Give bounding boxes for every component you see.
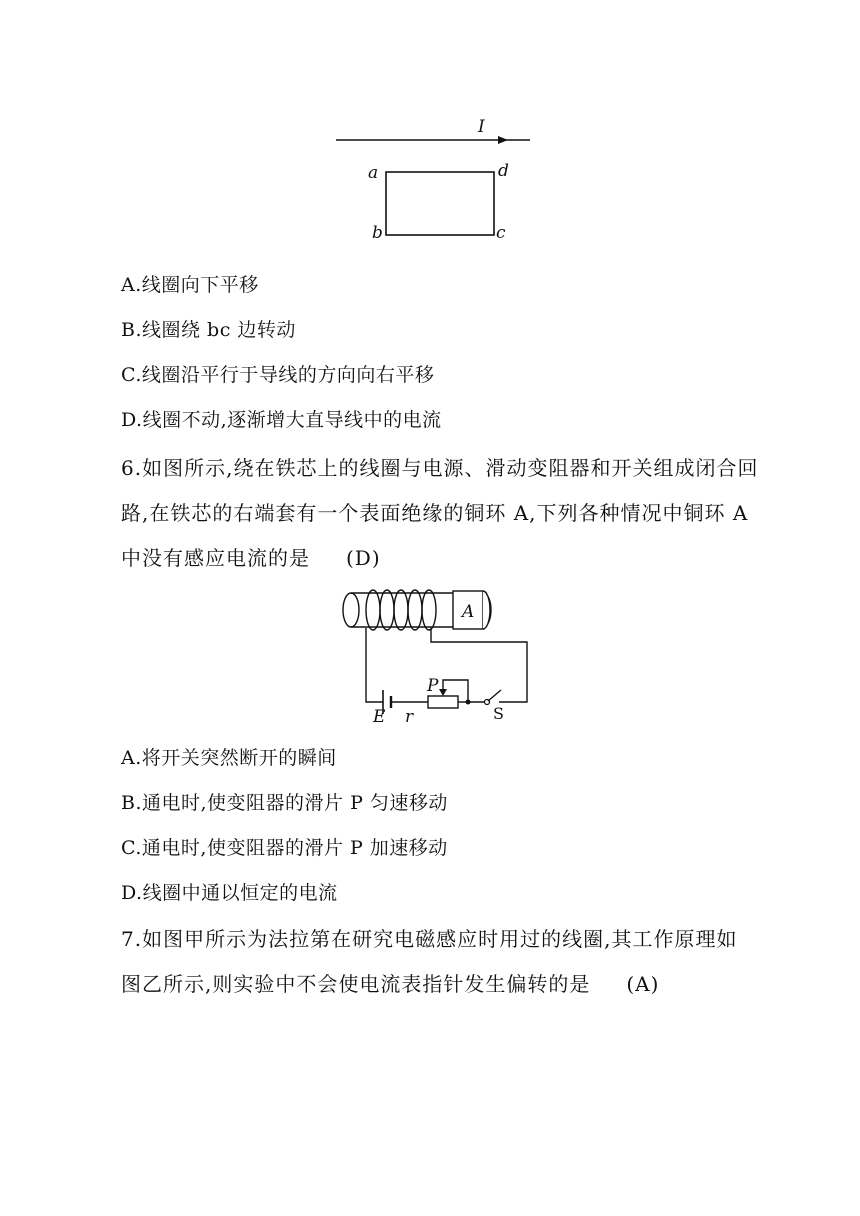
slider-arrow — [439, 689, 447, 696]
q6-option-b: B.通电时,使变阻器的滑片 P 匀速移动 — [121, 792, 448, 814]
q6-stem-line3 — [121, 545, 381, 571]
q5-option-c: C.线圈沿平行于导线的方向向右平移 — [121, 364, 435, 386]
rheostat — [428, 696, 458, 708]
q5-option-b: B.线圈绕 bc 边转动 — [121, 319, 296, 341]
slider-label-p: P — [427, 676, 439, 696]
q6-option-d: D.线圈中通以恒定的电流 — [121, 882, 338, 904]
q6-stem-line1: 6.如图所示,绕在铁芯上的线圈与电源、滑动变阻器和开关组成闭合回 — [121, 456, 759, 480]
wire-loop-figure — [330, 110, 540, 245]
q6-stem-text: 中没有感应电流的是 — [121, 546, 310, 570]
q6-stem-line2: 路,在铁芯的右端套有一个表面绝缘的铜环 A,下列各种情况中铜环 A — [121, 501, 749, 525]
circuit-wire-left — [366, 628, 383, 702]
corner-label-b: b — [372, 223, 383, 243]
q7-stem-text: 图乙所示,则实验中不会使电流表指针发生偏转的是 — [121, 972, 591, 996]
current-arrow — [498, 136, 508, 144]
q6-option-a: A.将开关突然断开的瞬间 — [121, 747, 337, 769]
switch-label-s: S — [493, 704, 504, 723]
emf-label: E — [373, 707, 386, 727]
resistance-label: r — [405, 707, 414, 727]
q6-answer: (D) — [346, 546, 381, 570]
coil-windings — [366, 590, 436, 630]
q7-stem-line2 — [121, 971, 659, 997]
switch-blade — [488, 690, 501, 701]
q5-option-d: D.线圈不动,逐渐增大直导线中的电流 — [121, 409, 442, 431]
core-left-end — [343, 593, 359, 627]
q6-option-c: C.通电时,使变阻器的滑片 P 加速移动 — [121, 837, 448, 859]
coil-circuit-figure — [335, 582, 545, 727]
rectangular-loop — [386, 172, 494, 235]
corner-label-d: d — [498, 161, 509, 181]
q7-stem-line1: 7.如图甲所示为法拉第在研究电磁感应时用过的线圈,其工作原理如 — [121, 927, 738, 951]
corner-label-c: c — [496, 223, 506, 243]
current-label: I — [478, 117, 485, 137]
q5-option-a: A.线圈向下平移 — [121, 274, 259, 296]
corner-label-a: a — [368, 163, 379, 183]
ring-label-a: A — [462, 602, 475, 622]
q7-answer: (A) — [626, 972, 660, 996]
